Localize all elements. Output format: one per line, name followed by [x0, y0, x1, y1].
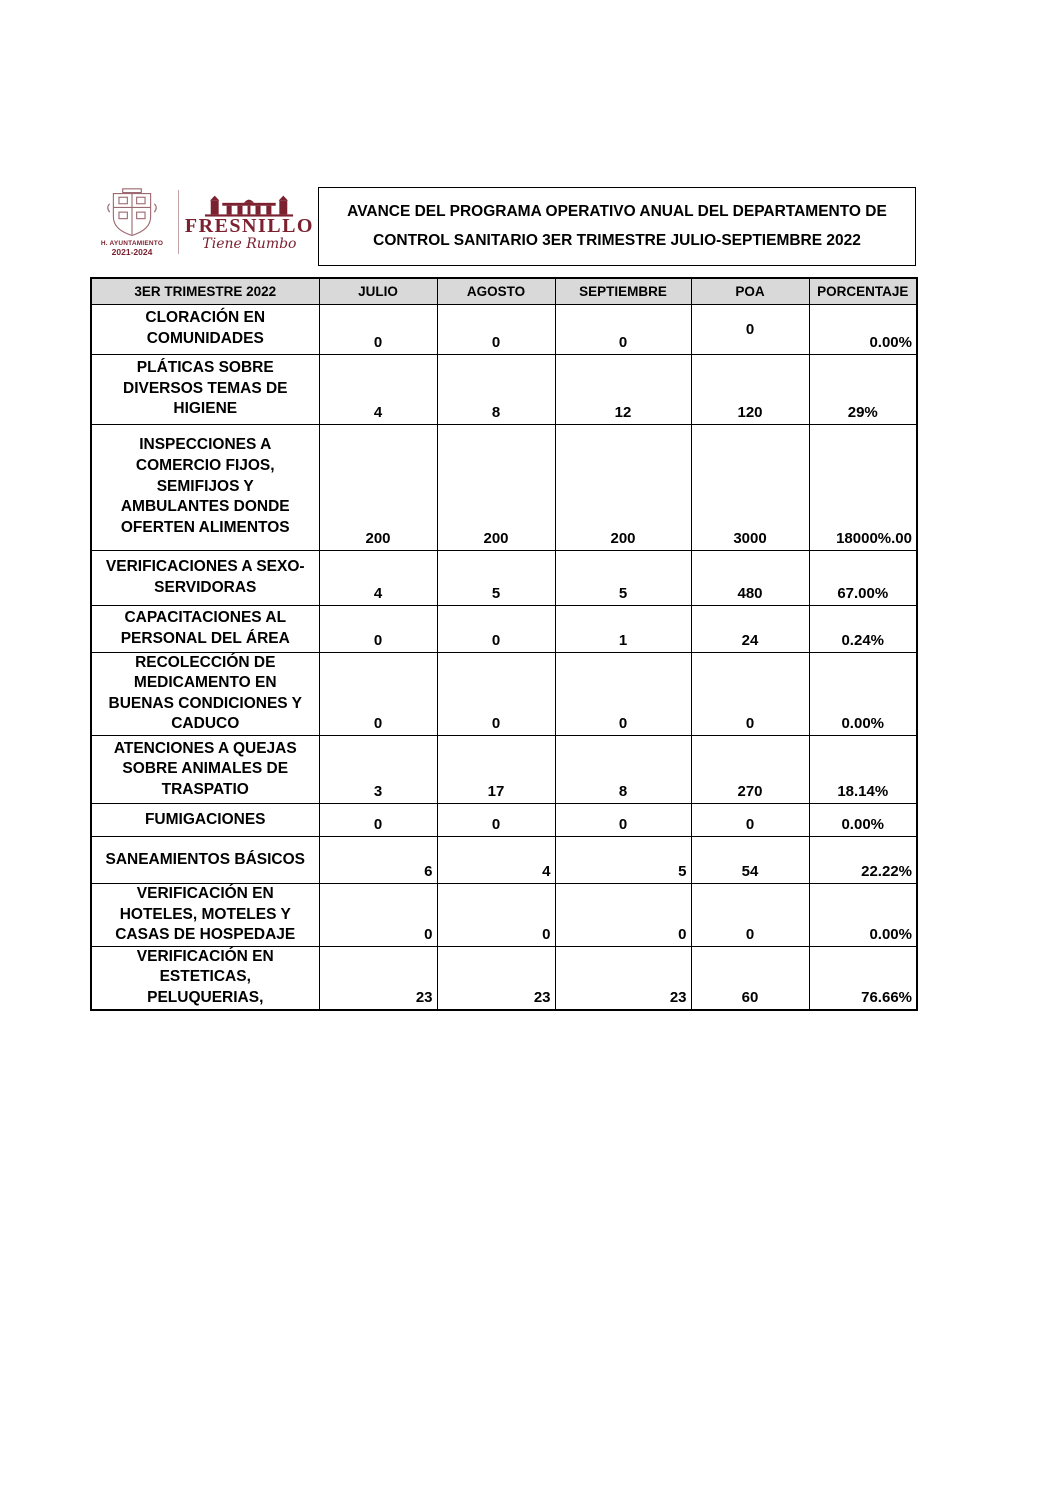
- poa-value: 270: [691, 735, 809, 803]
- table-row: [91, 803, 917, 836]
- agosto-value: 17: [437, 735, 555, 803]
- agosto-value: 5: [437, 550, 555, 605]
- table-row: [91, 735, 917, 803]
- poa-value: 120: [691, 354, 809, 424]
- septiembre-value: 5: [555, 550, 691, 605]
- porcentaje-value: 18.14%: [809, 735, 917, 803]
- row-label: RECOLECCIÓN DE MEDICAMENTO EN BUENAS CONDICIONES Y CADUCO: [91, 652, 319, 735]
- agosto-value: 0: [437, 652, 555, 735]
- row-label: VERIFICACIÓN EN HOTELES, MOTELES Y CASAS DE HOSPEDAJE: [91, 883, 319, 946]
- logo-divider: [178, 190, 179, 254]
- porcentaje-value: 18000%.00: [809, 424, 917, 550]
- report-title-line2: CONTROL SANITARIO 3ER TRIMESTRE JULIO-SEPTIEMBRE 2022: [373, 231, 861, 249]
- porcentaje-value: 0.00%: [809, 803, 917, 836]
- porcentaje-value: 0.00%: [809, 883, 917, 946]
- agosto-value: 4: [437, 836, 555, 883]
- julio-value: 0: [319, 652, 437, 735]
- ayuntamiento-crest-icon: [102, 187, 162, 241]
- poa-value: 60: [691, 946, 809, 1009]
- septiembre-value: 0: [555, 652, 691, 735]
- septiembre-value: 0: [555, 304, 691, 354]
- julio-value: 23: [319, 946, 437, 1009]
- septiembre-value: 1: [555, 605, 691, 652]
- julio-value: 0: [319, 605, 437, 652]
- table-row: [91, 946, 917, 1009]
- julio-value: 0: [319, 883, 437, 946]
- poa-table: [90, 277, 918, 1011]
- table-row: [91, 424, 917, 550]
- report-title-line1: AVANCE DEL PROGRAMA OPERATIVO ANUAL DEL DEPARTAMENTO DE: [347, 202, 887, 220]
- row-label: FUMIGACIONES: [91, 803, 319, 836]
- julio-value: 4: [319, 550, 437, 605]
- table-header-row: [91, 278, 917, 304]
- row-label: PLÁTICAS SOBRE DIVERSOS TEMAS DE HIGIENE: [91, 354, 319, 424]
- agosto-value: 0: [437, 883, 555, 946]
- ayuntamiento-logo: [92, 187, 172, 257]
- julio-value: 0: [319, 304, 437, 354]
- table-row: [91, 354, 917, 424]
- agosto-value: 8: [437, 354, 555, 424]
- agosto-value: 200: [437, 424, 555, 550]
- fresnillo-wordmark: FRESNILLO: [184, 214, 314, 237]
- agosto-value: 0: [437, 803, 555, 836]
- julio-value: 4: [319, 354, 437, 424]
- julio-value: 0: [319, 803, 437, 836]
- table-row: [91, 652, 917, 735]
- table-row: [91, 605, 917, 652]
- row-label: CAPACITACIONES AL PERSONAL DEL ÁREA: [91, 605, 319, 652]
- row-label: VERIFICACIÓN EN ESTETICAS, PELUQUERIAS,: [91, 946, 319, 1009]
- poa-value: 0: [691, 803, 809, 836]
- poa-value: 0: [691, 883, 809, 946]
- julio-value: 6: [319, 836, 437, 883]
- row-label: INSPECCIONES A COMERCIO FIJOS, SEMIFIJOS Y AMBULANTES DONDE OFERTEN ALIMENTOS: [91, 424, 319, 550]
- row-label: ATENCIONES A QUEJAS SOBRE ANIMALES DE TRASPATIO: [91, 735, 319, 803]
- poa-value: 3000: [691, 424, 809, 550]
- septiembre-value: 12: [555, 354, 691, 424]
- fresnillo-logo: [185, 192, 314, 253]
- porcentaje-value: 76.66%: [809, 946, 917, 1009]
- porcentaje-value: 0.00%: [809, 304, 917, 354]
- header-julio: JULIO: [319, 278, 437, 304]
- julio-value: 3: [319, 735, 437, 803]
- agosto-value: 0: [437, 605, 555, 652]
- porcentaje-value: 67.00%: [809, 550, 917, 605]
- septiembre-value: 8: [555, 735, 691, 803]
- fresnillo-tagline: Tiene Rumbo: [202, 235, 297, 252]
- septiembre-value: 200: [555, 424, 691, 550]
- agosto-value: 0: [437, 304, 555, 354]
- header-agosto: AGOSTO: [437, 278, 555, 304]
- poa-value: 0: [691, 304, 809, 354]
- header-trimestre: 3ER TRIMESTRE 2022: [91, 278, 319, 304]
- ayuntamiento-period: 2021-2024: [111, 246, 153, 257]
- porcentaje-value: 0.24%: [809, 605, 917, 652]
- poa-value: 54: [691, 836, 809, 883]
- septiembre-value: 0: [555, 803, 691, 836]
- table-row: [91, 883, 917, 946]
- septiembre-value: 23: [555, 946, 691, 1009]
- report-title: [318, 187, 916, 266]
- agosto-value: 23: [437, 946, 555, 1009]
- table-row: [91, 550, 917, 605]
- table-row: [91, 836, 917, 883]
- poa-value: 480: [691, 550, 809, 605]
- septiembre-value: 0: [555, 883, 691, 946]
- porcentaje-value: 29%: [809, 354, 917, 424]
- fresnillo-building-icon: [195, 192, 303, 218]
- julio-value: 200: [319, 424, 437, 550]
- logo-block: [92, 182, 314, 262]
- row-label: CLORACIÓN EN COMUNIDADES: [91, 304, 319, 354]
- table-row: [91, 304, 917, 354]
- header-porcentaje: PORCENTAJE: [809, 278, 917, 304]
- header-septiembre: SEPTIEMBRE: [555, 278, 691, 304]
- row-label: SANEAMIENTOS BÁSICOS: [91, 836, 319, 883]
- septiembre-value: 5: [555, 836, 691, 883]
- porcentaje-value: 22.22%: [809, 836, 917, 883]
- porcentaje-value: 0.00%: [809, 652, 917, 735]
- row-label: VERIFICACIONES A SEXO-SERVIDORAS: [91, 550, 319, 605]
- ayuntamiento-name: H. AYUNTAMIENTO: [100, 240, 164, 248]
- poa-value: 24: [691, 605, 809, 652]
- header-poa: POA: [691, 278, 809, 304]
- poa-value: 0: [691, 652, 809, 735]
